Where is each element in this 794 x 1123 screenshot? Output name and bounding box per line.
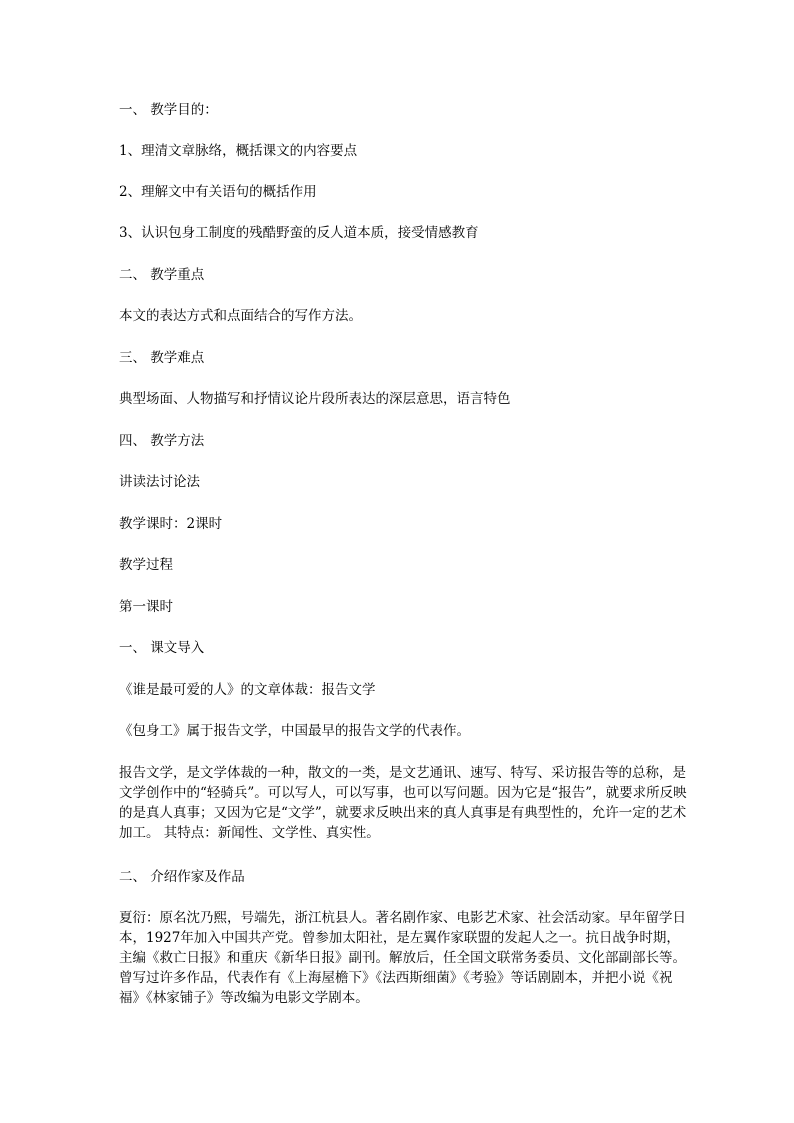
heading-teaching-method: 四、 教学方法 xyxy=(119,433,205,449)
objective-item-1: 1、理清文章脉络，概括课文的内容要点 xyxy=(119,143,358,159)
teaching-difficulty-text: 典型场面、人物描写和抒情议论片段所表达的深层意思，语言特色 xyxy=(119,391,511,407)
objective-item-2: 2、理解文中有关语句的概括作用 xyxy=(119,184,317,200)
heading-teaching-process: 教学过程 xyxy=(119,557,173,573)
heading-teaching-difficulty: 三、 教学难点 xyxy=(119,350,205,366)
teaching-focus-text: 本文的表达方式和点面结合的写作方法。 xyxy=(119,308,362,324)
reportage-definition-paragraph: 报告文学，是文学体裁的一种，散文的一类，是文艺通讯、速写、特写、采访报告等的总称，是文学创作中的“轻骑兵”。可以写人，可以写事，也可以写问题。因为它是“报告”，就要求所反映的是真人真事；又因为它是“文学”，就要求反映出来的真人真事是有典型性的，允许一定的艺术加工。 其特点：新闻性、文学性、真实性。 xyxy=(119,765,687,841)
heading-author-introduction: 二、 介绍作家及作品 xyxy=(119,869,245,885)
heading-first-lesson: 第一课时 xyxy=(119,599,173,615)
author-biography-paragraph: 夏衍：原名沈乃熙，号端先，浙江杭县人。著名剧作家、电影艺术家、社会活动家。早年留学日本，1927年加入中国共产党。曾参加太阳社，是左翼作家联盟的发起人之一。抗日战争时期，主编《救亡日报》和重庆《新华日报》副刊。解放后，任全国文联常务委员、文化部副部长等。曾写过许多作品，代表作有《上海屋檐下》《法西斯细菌》《考验》等话剧剧本，并把小说《祝福》《林家铺子》等改编为电影文学剧本。 xyxy=(119,910,686,1006)
class-hours-text: 教学课时：2课时 xyxy=(119,516,223,532)
heading-lesson-introduction: 一、 课文导入 xyxy=(119,640,205,656)
baoshengong-statement: 《包身工》属于报告文学，中国最早的报告文学的代表作。 xyxy=(119,723,470,739)
objective-item-3: 3、认识包身工制度的残酷野蛮的反人道本质，接受情感教育 xyxy=(119,225,479,241)
heading-teaching-focus: 二、 教学重点 xyxy=(119,267,205,283)
genre-statement: 《谁是最可爱的人》的文章体裁：报告文学 xyxy=(119,682,376,698)
heading-teaching-objectives: 一、 教学目的： xyxy=(119,102,218,118)
teaching-method-text: 讲读法讨论法 xyxy=(119,474,200,490)
